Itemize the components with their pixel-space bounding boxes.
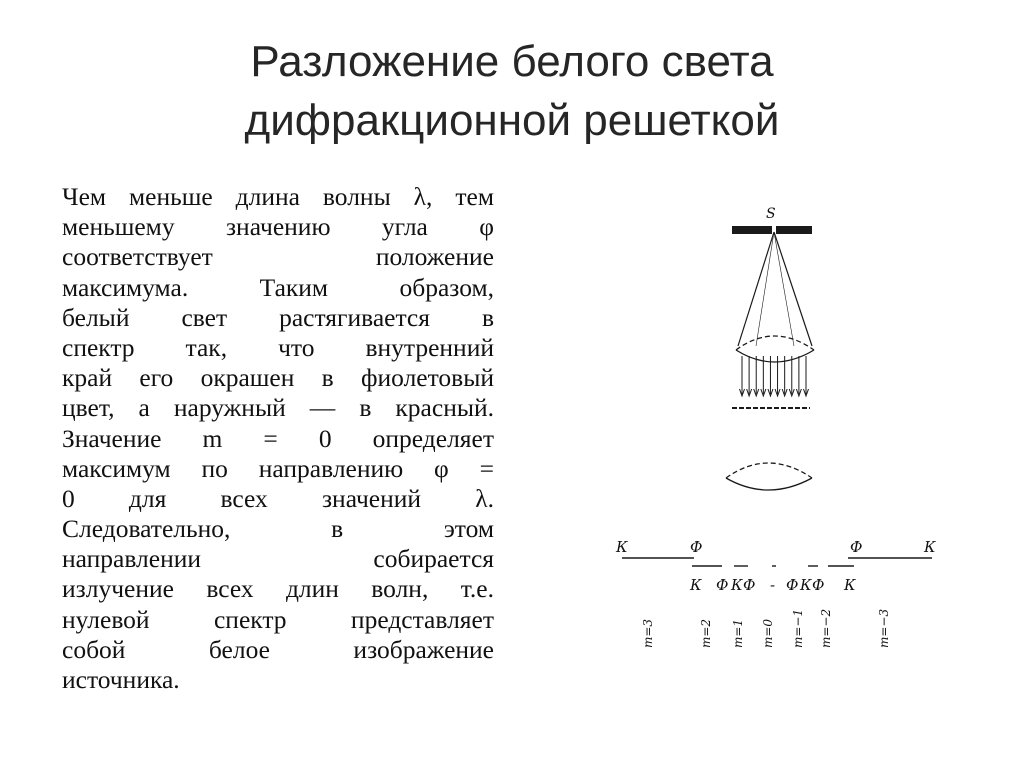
order-label: m=−2 <box>819 608 833 648</box>
explanation-text <box>62 182 494 695</box>
text-line: 0 для всех значений λ. <box>62 483 494 513</box>
violet-label: Ф <box>690 538 703 556</box>
text-line: источника. <box>62 665 180 694</box>
screen-left-bar <box>732 226 772 234</box>
violet-label: Ф <box>812 576 825 594</box>
cone-inner-ray <box>774 232 794 346</box>
order-label: m=−1 <box>791 608 805 648</box>
text-line: направлении собирается <box>62 544 494 574</box>
cone-right-edge <box>774 232 812 346</box>
lens-top-arc <box>736 336 814 350</box>
lens-bottom-arc <box>726 478 812 490</box>
red-label: К <box>731 576 743 594</box>
text-line: меньшему значению угла φ <box>62 212 494 242</box>
text-line: край его окрашен в фиолетовый <box>62 363 494 393</box>
diffraction-diagram <box>596 196 976 666</box>
text-line: Чем меньше длина волны λ, тем <box>62 182 494 211</box>
order-label: m=−3 <box>877 608 891 648</box>
lens-top-arc <box>726 463 812 478</box>
title-line-2: дифракционной решеткой <box>244 96 780 145</box>
slit-screen <box>732 226 812 234</box>
text-line: максимум по направлению φ = <box>62 453 494 483</box>
red-label: К <box>844 576 856 594</box>
violet-label: Ф <box>743 576 756 594</box>
screen-right-bar <box>776 226 812 234</box>
zero-mark: - <box>770 576 776 594</box>
spectrum-screen <box>622 558 932 566</box>
cone-inner-ray <box>756 232 774 346</box>
violet-label: Ф <box>716 576 729 594</box>
order-label: m=0 <box>761 618 775 648</box>
text-line: максимума. Таким образом, <box>62 272 494 302</box>
text-line: соответствует положение <box>62 242 494 272</box>
text-line: собой белое изображение <box>62 634 494 664</box>
text-line: нулевой спектр представляет <box>62 604 494 634</box>
violet-label: Ф <box>786 576 799 594</box>
order-label: m=2 <box>699 618 713 648</box>
focusing-lens <box>726 463 812 490</box>
red-label: К <box>800 576 812 594</box>
text-line: Значение m = 0 определяет <box>62 423 494 453</box>
title-line-1: Разложение белого света <box>250 37 774 86</box>
text-line: спектр так, что внутренний <box>62 332 494 362</box>
cone-left-edge <box>738 232 774 346</box>
text-line: Следовательно, в этом <box>62 514 494 544</box>
text-line: цвет, а наружный — в красный. <box>62 393 494 423</box>
collimator-lens <box>736 336 814 362</box>
order-labels <box>641 609 891 648</box>
light-cone <box>738 232 812 346</box>
source-label: S <box>766 206 776 222</box>
text-line: белый свет растягивается в <box>62 302 494 332</box>
text-line: излучение всех длин волн, т.е. <box>62 574 494 604</box>
violet-label: Ф <box>850 538 863 556</box>
lens-bottom-arc <box>736 350 814 362</box>
order-label: m=3 <box>641 618 655 648</box>
order-label: m=1 <box>731 618 745 648</box>
slide-title <box>0 32 1024 150</box>
red-label: К <box>616 538 628 556</box>
red-label: К <box>924 538 936 556</box>
red-label: К <box>690 576 702 594</box>
